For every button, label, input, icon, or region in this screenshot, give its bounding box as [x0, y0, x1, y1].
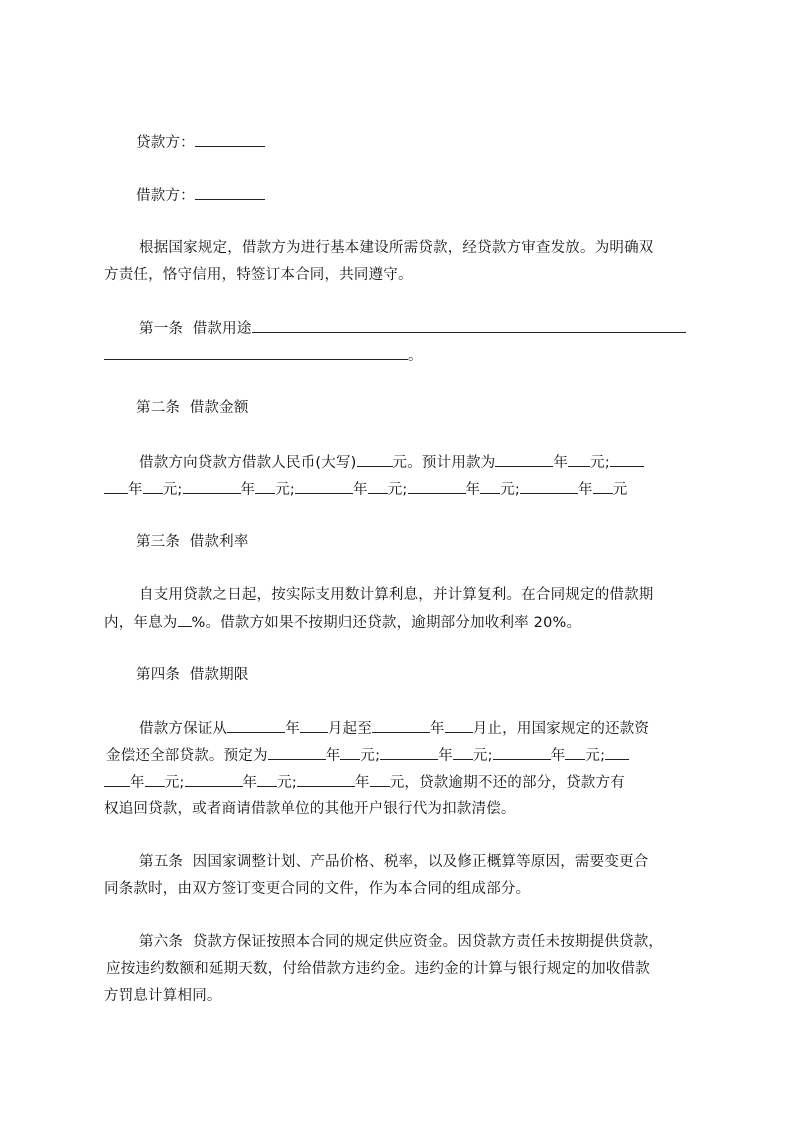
blank [408, 479, 466, 494]
blank [593, 479, 613, 494]
blank [297, 772, 355, 787]
article3-text-b: %。借款方如果不按期归还贷款，逾期部分加收利率 20%。 [191, 615, 582, 631]
borrower-label: 借款方： [136, 188, 195, 204]
yuan-label: 元 [277, 775, 292, 791]
blank [143, 479, 163, 494]
article1-line-2 [104, 345, 423, 366]
blank [520, 479, 578, 494]
blank [370, 772, 390, 787]
article4-text-d: 金偿还全部贷款。预定为 [106, 748, 268, 764]
semicolon: ; [177, 482, 183, 498]
blank [493, 745, 551, 760]
article4-text-e: 元，贷款逾期不还的部分，贷款方有 [389, 775, 625, 791]
semicolon: ; [179, 775, 185, 791]
article3-line-1: 自支用贷款之日起，按实际支用数计算利息，并计算复利。在合同规定的借款期 [139, 587, 654, 603]
semicolon: ; [289, 482, 295, 498]
semicolon: ; [402, 482, 408, 498]
semicolon: ; [487, 748, 493, 764]
article1-purpose-blank-2 [104, 345, 408, 360]
semicolon: ; [375, 748, 381, 764]
yuan-label: 元 [164, 775, 180, 791]
blank [368, 479, 388, 494]
year-label: 年 [550, 748, 566, 764]
blank [340, 745, 360, 760]
blank [453, 745, 473, 760]
article6-line-3: 方罚息计算相同。 [104, 988, 222, 1004]
article5-line-2: 同条款时，由双方签订变更合同的文件，作为本合同的组成部分。 [104, 881, 531, 897]
preamble-line-1: 根据国家规定，借款方为进行基本建设所需贷款，经贷款方审查发放。为明确双 [139, 240, 654, 256]
article2-heading: 第二条 借款金额 [136, 400, 249, 416]
blank [227, 718, 285, 733]
article2-line-2 [104, 479, 627, 500]
blank [565, 745, 585, 760]
yuan-label: 元 [275, 482, 290, 498]
article4-line-4: 权追回贷款，或者商请借款单位的其他开户银行代为扣款清偿。 [104, 801, 516, 817]
article6-line-2: 应按违约数额和延期天数，付给借款方违约金。违约金的计算与银行规定的加收借款 [106, 961, 650, 977]
semicolon: ; [604, 455, 610, 471]
lender-blank [195, 132, 265, 147]
article1-line-1 [139, 318, 686, 339]
blank [185, 772, 243, 787]
semicolon: ; [514, 482, 520, 498]
yuan-label: 元 [500, 482, 515, 498]
blank [104, 479, 128, 494]
blank [568, 452, 590, 467]
article1-heading: 第一条 借款用途 [139, 321, 252, 337]
blank [610, 452, 644, 467]
article1-purpose-blank-1 [252, 318, 686, 333]
blank [300, 718, 328, 733]
article3-heading: 第三条 借款利率 [136, 534, 249, 550]
article3-line-2 [104, 612, 581, 633]
blank [255, 479, 275, 494]
year-label: 年 [240, 482, 256, 498]
yuan-label: 元 [360, 748, 376, 764]
article4-line-2 [106, 745, 629, 766]
semicolon: ; [600, 748, 606, 764]
article1-line-end: 。 [408, 348, 423, 364]
borrower-blank [195, 185, 265, 200]
year-label: 年 [465, 482, 481, 498]
semicolon: ; [291, 775, 297, 791]
blank [445, 718, 473, 733]
blank [145, 772, 165, 787]
article4-text-a: 借款方保证从 [139, 721, 228, 737]
year-label: 年 [553, 455, 569, 471]
yuan-label: 元 [162, 482, 178, 498]
blank [495, 452, 553, 467]
blank [104, 772, 130, 787]
article4-text-b: 月起至 [327, 721, 373, 737]
yuan-label: 元 [590, 455, 605, 471]
year-label: 年 [130, 775, 145, 791]
article5-line-1: 第五条 因国家调整计划、产品价格、税率，以及修正概算等原因，需要变更合 [139, 854, 649, 870]
article4-line-3 [104, 772, 625, 793]
year-label: 年 [128, 482, 143, 498]
article2-line-1 [139, 452, 644, 473]
year-label: 年 [242, 775, 258, 791]
blank [380, 745, 438, 760]
yuan-label: 元 [387, 482, 403, 498]
borrower-line [136, 185, 265, 206]
year-label: 年 [355, 775, 370, 791]
blank [372, 718, 430, 733]
interest-rate-blank [178, 612, 192, 627]
year-label: 年 [353, 482, 368, 498]
article6-line-1: 第六条 贷款方保证按照本合同的规定供应资金。因贷款方责任未按期提供贷款， [139, 934, 664, 950]
blank [183, 479, 241, 494]
article2-text-a: 借款方向贷款方借款人民币(大写) [139, 455, 357, 471]
year-label: 年 [325, 748, 341, 764]
article3-text-a: 内，年息为 [104, 615, 178, 631]
year-label: 年 [285, 721, 300, 737]
year-label: 年 [578, 482, 593, 498]
blank [605, 745, 629, 760]
yuan-label: 元 [585, 748, 601, 764]
article2-text-b: 元。预计用款为 [392, 455, 496, 471]
article2-amount-blank [357, 452, 393, 467]
blank [257, 772, 277, 787]
lender-line [136, 132, 265, 153]
blank [480, 479, 500, 494]
article4-heading: 第四条 借款期限 [136, 667, 249, 683]
lender-label: 贷款方： [136, 135, 195, 151]
article4-line-1 [139, 718, 649, 739]
blank [268, 745, 326, 760]
yuan-label: 元 [612, 482, 628, 498]
year-label: 年 [430, 721, 445, 737]
year-label: 年 [438, 748, 453, 764]
blank [295, 479, 353, 494]
yuan-label: 元 [472, 748, 488, 764]
article4-text-c: 月止，用国家规定的还款资 [472, 721, 650, 737]
preamble-line-2: 方责任，恪守信用，特签订本合同，共同遵守。 [104, 267, 413, 283]
